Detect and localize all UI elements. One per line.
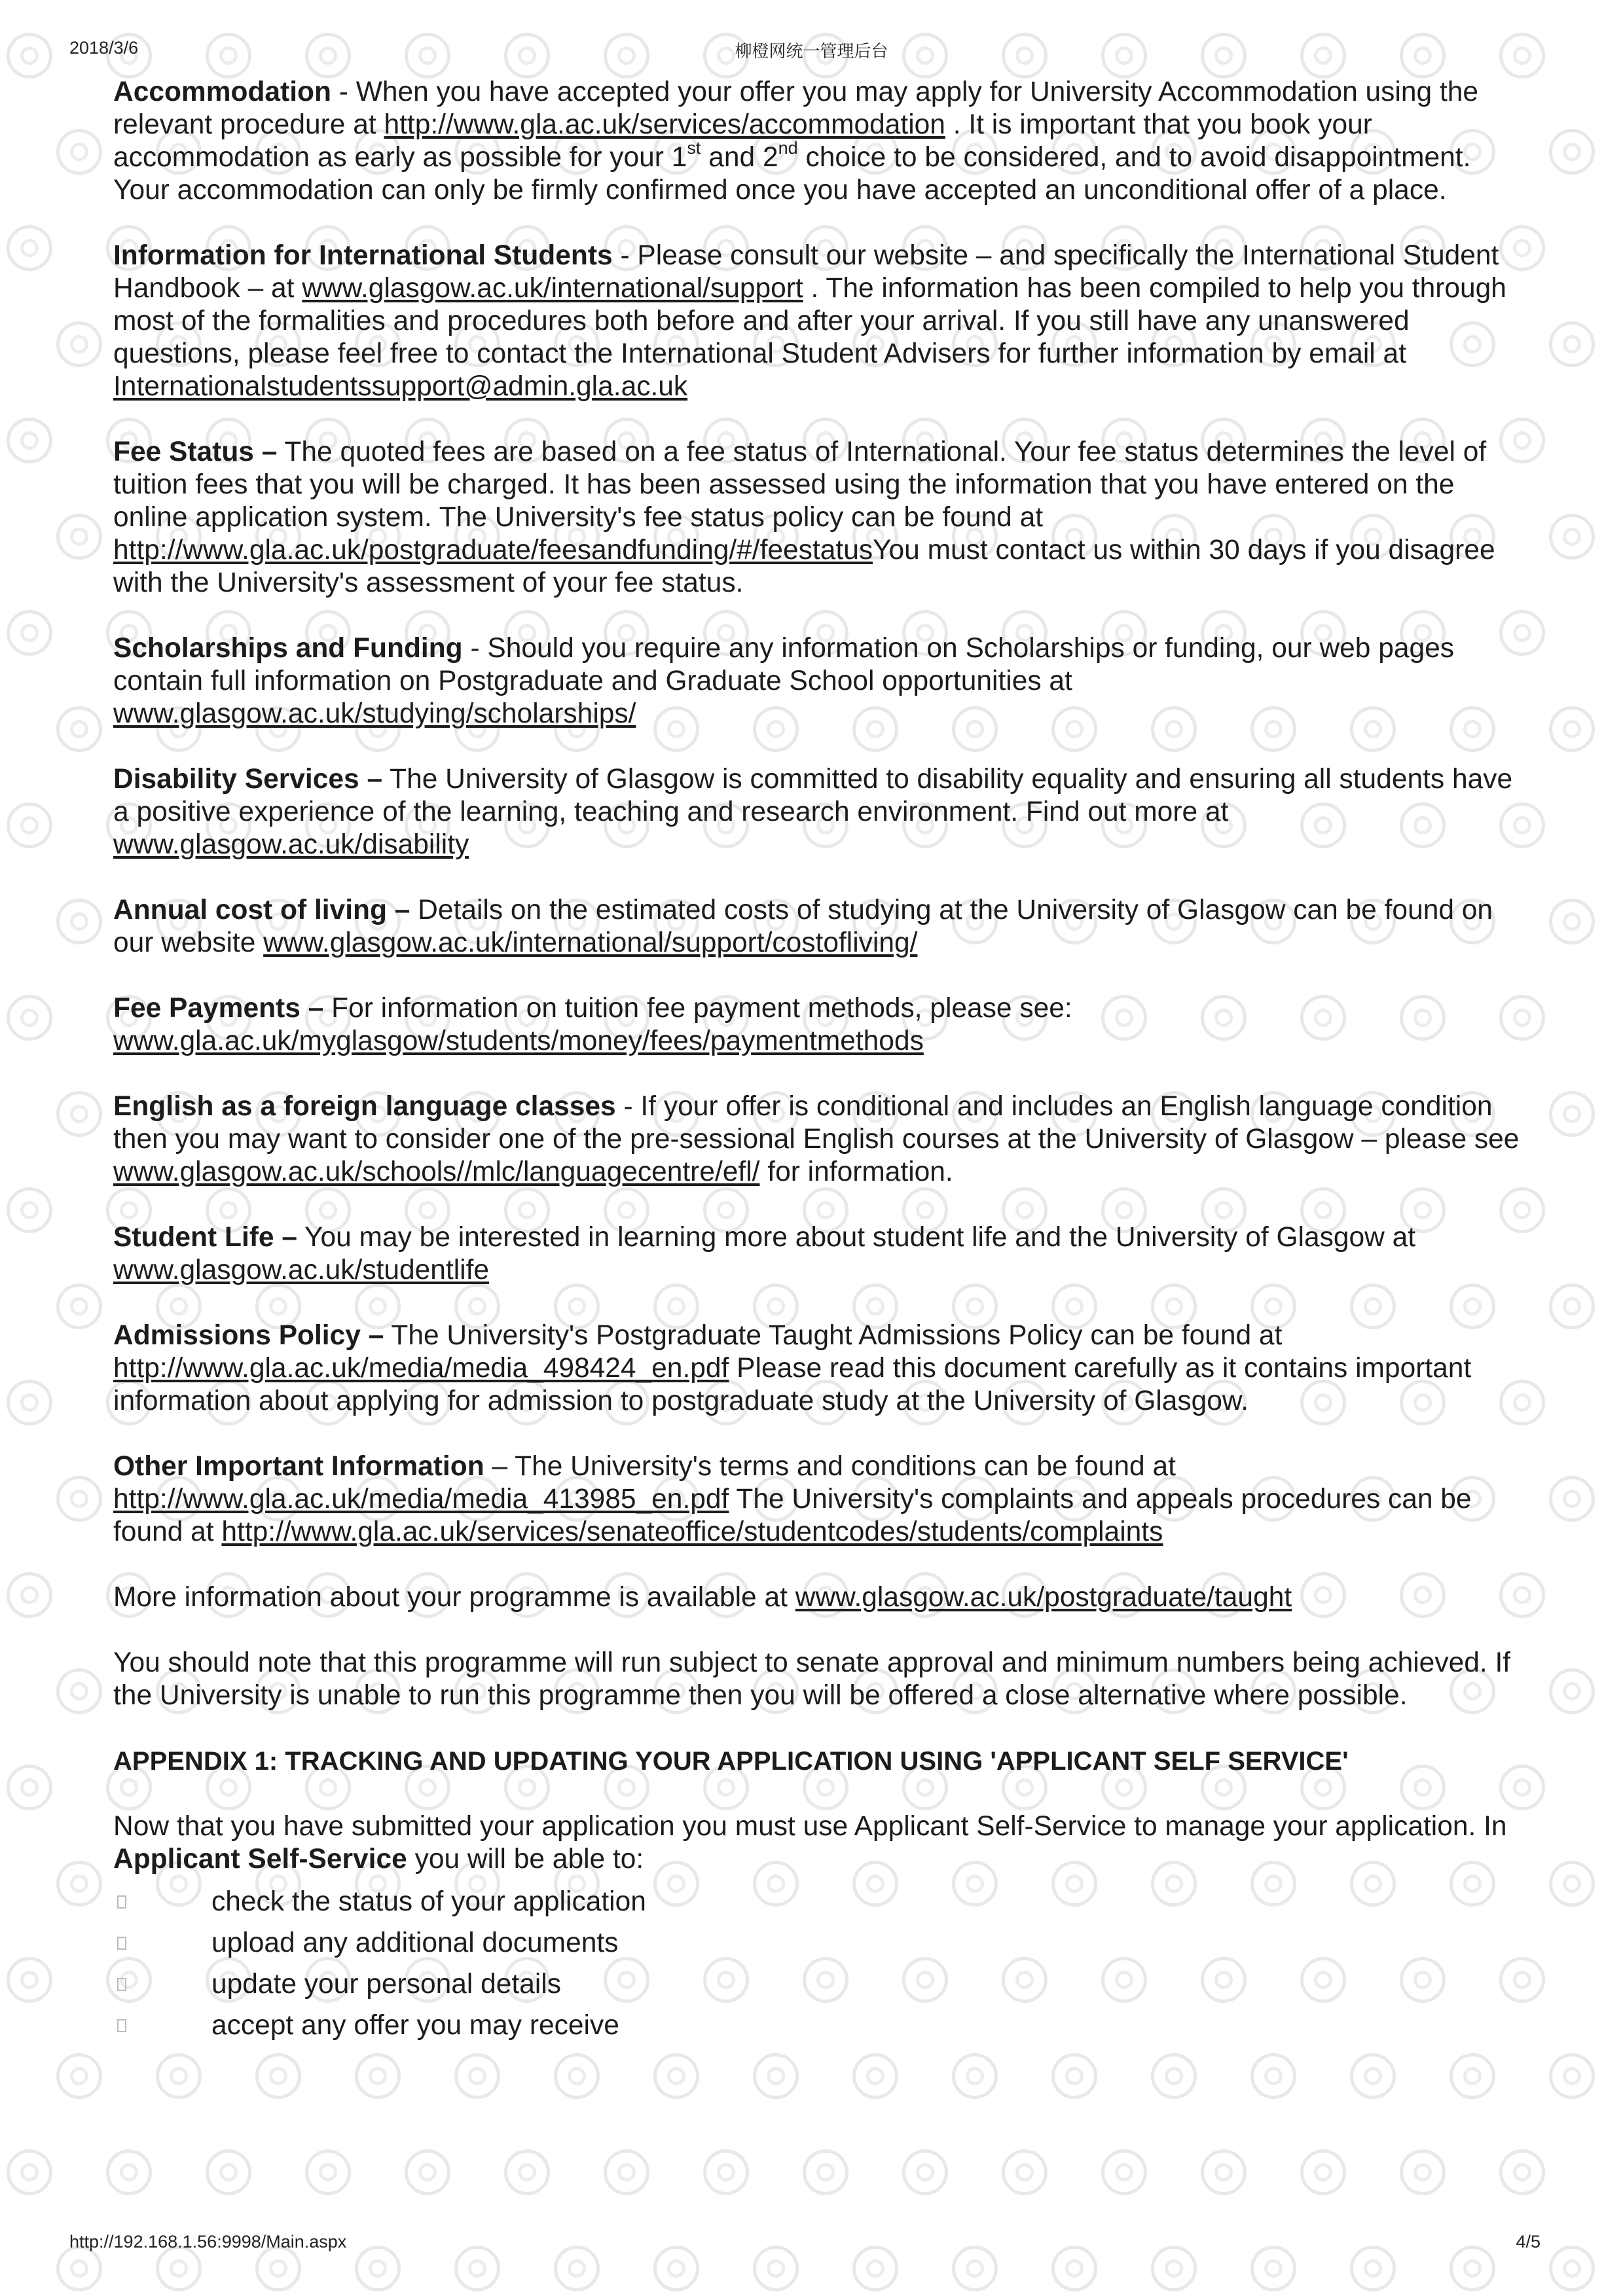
watermark-logo-icon xyxy=(56,514,102,560)
watermark-logo-icon xyxy=(1549,1861,1595,1907)
section-text: - If your offer is conditional and includes an English language condition then you may want to consider one of the pre-sessional English courses at the University of Glasgow – please see xyxy=(113,1091,1520,1155)
section-heading: Student Life – xyxy=(113,1222,297,1253)
complaints-link[interactable]: http://www.gla.ac.uk/services/senateoffice/studentcodes/students/complaints xyxy=(221,1516,1163,1547)
section-fee-status xyxy=(113,436,1521,600)
watermark-logo-icon xyxy=(7,1380,52,1426)
fee-payments-link[interactable]: www.gla.ac.uk/myglasgow/students/money/fees/paymentmethods xyxy=(113,1026,924,1056)
section-text: The University's complaints and appeals procedures can be found at xyxy=(113,1484,1472,1547)
watermark-logo-icon xyxy=(1101,2149,1147,2195)
watermark-logo-icon xyxy=(56,2246,102,2291)
watermark-logo-icon xyxy=(852,2246,898,2291)
watermark-logo-icon xyxy=(106,2149,152,2195)
section-other-information xyxy=(113,1450,1521,1549)
watermark-logo-icon xyxy=(1549,899,1595,944)
appendix-checklist xyxy=(113,1881,1521,2046)
watermark-logo-icon xyxy=(7,610,52,656)
section-heading: English as a foreign language classes xyxy=(113,1091,616,1122)
disability-link[interactable]: www.glasgow.ac.uk/disability xyxy=(113,829,469,860)
section-text: choice to be considered, and to avoid disappointment. Your accommodation can only be firmly confirmed once you have accepted an unconditional offer of a place. xyxy=(113,142,1471,206)
list-item xyxy=(113,1881,1521,1922)
watermark-logo-icon xyxy=(1350,2053,1396,2099)
section-disability xyxy=(113,763,1521,861)
print-page-title: 柳橙网统一管理后台 xyxy=(735,42,888,62)
section-text: and 2 xyxy=(701,142,778,173)
watermark-logo-icon xyxy=(1450,2053,1495,2099)
watermark-logo-icon xyxy=(405,2149,450,2195)
watermark-logo-icon xyxy=(1300,2149,1346,2195)
watermark-logo-icon xyxy=(902,2149,948,2195)
print-date: 2018/3/6 xyxy=(69,38,139,58)
watermark-logo-icon xyxy=(255,2053,301,2099)
appendix-text: you will be able to: xyxy=(407,1844,644,1874)
watermark-logo-icon xyxy=(56,1091,102,1137)
watermark-logo-icon xyxy=(1549,2246,1595,2291)
fee-status-link[interactable]: http://www.gla.ac.uk/postgraduate/feesandfunding/#/feestatus xyxy=(113,535,873,565)
terms-conditions-link[interactable]: http://www.gla.ac.uk/media/media_413985_en.pdf xyxy=(113,1484,729,1515)
section-heading: Fee Payments – xyxy=(113,993,324,1024)
watermark-logo-icon xyxy=(1002,2149,1048,2195)
section-heading: Scholarships and Funding xyxy=(113,633,463,664)
section-text: The University's Postgraduate Taught Admissions Policy can be found at xyxy=(384,1320,1283,1351)
watermark-logo-icon xyxy=(554,2246,600,2291)
section-heading: Admissions Policy – xyxy=(113,1320,384,1351)
watermark-logo-icon xyxy=(1499,2149,1545,2195)
list-item-label: update your personal details xyxy=(211,1969,561,2000)
watermark-logo-icon xyxy=(753,2246,799,2291)
watermark-logo-icon xyxy=(952,2246,998,2291)
appendix-text: Now that you have submitted your application you must use Applicant Self-Service to manage your application. In xyxy=(113,1811,1507,1842)
appendix-heading: APPENDIX 1: TRACKING AND UPDATING YOUR APPLICATION USING 'APPLICANT SELF SERVICE' xyxy=(113,1747,1349,1776)
watermark-logo-icon xyxy=(1549,1476,1595,1522)
watermark-logo-icon xyxy=(7,225,52,271)
accommodation-link[interactable]: http://www.gla.ac.uk/services/accommodation xyxy=(384,109,945,140)
language-centre-link[interactable]: www.glasgow.ac.uk/schools//mlc/languagecentre/efl/ xyxy=(113,1157,760,1187)
section-heading: Annual cost of living – xyxy=(113,895,410,925)
appendix-intro xyxy=(113,1810,1521,1876)
watermark-logo-icon xyxy=(703,2149,749,2195)
section-heading: Fee Status – xyxy=(113,437,278,467)
watermark-logo-icon xyxy=(653,2246,699,2291)
section-international-students xyxy=(113,240,1521,403)
list-item-label: accept any offer you may receive xyxy=(211,2010,619,2041)
watermark-logo-icon xyxy=(206,2149,251,2195)
watermark-logo-icon xyxy=(1549,1091,1595,1137)
watermark-logo-icon xyxy=(1250,2246,1296,2291)
watermark-logo-icon xyxy=(7,418,52,463)
watermark-logo-icon xyxy=(1250,2053,1296,2099)
list-item-label: upload any additional documents xyxy=(211,1928,619,1958)
section-text: Please read this document carefully as it contains important information about applying for admission to postgraduate study at the University of Glasgow. xyxy=(113,1353,1472,1416)
section-cost-of-living xyxy=(113,894,1521,960)
watermark-logo-icon xyxy=(156,2053,202,2099)
watermark-logo-icon xyxy=(7,1765,52,1810)
list-item xyxy=(113,1964,1521,2005)
section-text: For information on tuition fee payment methods, please see: xyxy=(323,993,1072,1024)
section-text: - Please consult our website – and specifically the International Student Handbook – at xyxy=(113,240,1499,304)
section-text: The quoted fees are based on a fee status of International. Your fee status determines the level of tuition fees that you will be charged. It has been assessed using the information that you have entered on the online application system. The University's fee status policy can be found at xyxy=(113,437,1487,533)
section-accommodation xyxy=(113,76,1521,207)
watermark-logo-icon xyxy=(803,2149,848,2195)
section-scholarships xyxy=(113,632,1521,730)
watermark-logo-icon xyxy=(56,129,102,175)
list-item-label: check the status of your application xyxy=(211,1886,646,1917)
watermark-logo-icon xyxy=(255,2246,301,2291)
superscript: st xyxy=(687,137,701,158)
watermark-logo-icon xyxy=(1051,2053,1097,2099)
section-text: You must contact us within 30 days if you disagree with the University's assessment of your fee status. xyxy=(113,535,1495,598)
watermark-logo-icon xyxy=(1450,2246,1495,2291)
international-support-link[interactable]: www.glasgow.ac.uk/international/support xyxy=(302,273,803,304)
watermark-logo-icon xyxy=(454,2053,500,2099)
section-text: – The University's terms and conditions can be found at xyxy=(484,1451,1176,1482)
watermark-logo-icon xyxy=(604,2149,649,2195)
section-text: - Should you require any information on Scholarships or funding, our web pages contain full information on Postgraduate and Graduate School opportunities at xyxy=(113,633,1455,696)
checkbox-bullet-icon xyxy=(117,1895,126,1909)
watermark-logo-icon xyxy=(1549,1668,1595,1714)
watermark-logo-icon xyxy=(56,1476,102,1522)
watermark-logo-icon xyxy=(653,2053,699,2099)
watermark-logo-icon xyxy=(1549,514,1595,560)
section-text: for information. xyxy=(759,1157,953,1187)
watermark-logo-icon xyxy=(7,802,52,848)
section-text: You should note that this programme will run subject to senate approval and minimum numbers being achieved. If the University is unable to run this programme then you will be offered a close alternative where possible. xyxy=(113,1647,1511,1711)
watermark-logo-icon xyxy=(1201,2149,1247,2195)
section-heading: Other Important Information xyxy=(113,1451,484,1482)
watermark-logo-icon xyxy=(56,1861,102,1907)
section-heading: Disability Services – xyxy=(113,764,383,795)
watermark-logo-icon xyxy=(1400,2149,1446,2195)
watermark-logo-icon xyxy=(56,706,102,752)
scholarships-link[interactable]: www.glasgow.ac.uk/studying/scholarships/ xyxy=(113,698,636,729)
section-text: . The information has been compiled to help you through most of the formalities and procedures both before and after your arrival. If you still have any unanswered questions, please feel free to contact the International Student Advisers for further information by email at xyxy=(113,273,1506,369)
watermark-logo-icon xyxy=(56,321,102,367)
section-text: . It is important that you book your accommodation as early as possible for your 1 xyxy=(113,109,1372,173)
superscript: nd xyxy=(778,137,798,158)
admissions-policy-link[interactable]: http://www.gla.ac.uk/media/media_498424_en.pdf xyxy=(113,1353,729,1384)
watermark-logo-icon xyxy=(156,2246,202,2291)
watermark-logo-icon xyxy=(1350,2246,1396,2291)
watermark-logo-icon xyxy=(56,1283,102,1329)
checkbox-bullet-icon xyxy=(117,1978,126,1991)
document-body xyxy=(113,76,1521,2046)
section-note xyxy=(113,1647,1521,1712)
checkbox-bullet-icon xyxy=(117,2019,126,2032)
watermark-logo-icon xyxy=(753,2053,799,2099)
watermark-logo-icon xyxy=(504,2149,550,2195)
watermark-logo-icon xyxy=(56,1668,102,1714)
section-heading: Accommodation xyxy=(113,77,331,107)
watermark-logo-icon xyxy=(852,2053,898,2099)
postgraduate-taught-link[interactable]: www.glasgow.ac.uk/postgraduate/taught xyxy=(795,1582,1292,1613)
page-number: 4/5 xyxy=(1516,2232,1541,2251)
appendix-bold-text: Applicant Self-Service xyxy=(113,1844,407,1874)
watermark-logo-icon xyxy=(355,2053,401,2099)
watermark-logo-icon xyxy=(355,2246,401,2291)
watermark-logo-icon xyxy=(1549,1283,1595,1329)
list-item xyxy=(113,1922,1521,1964)
cost-of-living-link[interactable]: www.glasgow.ac.uk/international/support/costofliving/ xyxy=(263,927,918,958)
watermark-logo-icon xyxy=(56,2053,102,2099)
watermark-logo-icon xyxy=(1549,321,1595,367)
section-text: The University of Glasgow is committed to disability equality and ensuring all students have a positive experience of the learning, teaching and research environment. Find out more at xyxy=(113,764,1513,827)
watermark-logo-icon xyxy=(1151,2246,1197,2291)
watermark-logo-icon xyxy=(7,995,52,1041)
watermark-logo-icon xyxy=(305,2149,351,2195)
list-item xyxy=(113,2005,1521,2046)
print-url: http://192.168.1.56:9998/Main.aspx xyxy=(69,2232,347,2251)
watermark-logo-icon xyxy=(1549,129,1595,175)
section-english-classes xyxy=(113,1090,1521,1189)
watermark-logo-icon xyxy=(1151,2053,1197,2099)
watermark-logo-icon xyxy=(952,2053,998,2099)
section-more-info xyxy=(113,1581,1521,1614)
section-text: Details on the estimated costs of studying at the University of Glasgow can be found on our website xyxy=(113,895,1493,958)
watermark-logo-icon xyxy=(7,2149,52,2195)
section-text: - When you have accepted your offer you may apply for University Accommodation using the relevant procedure at xyxy=(113,77,1478,140)
watermark-logo-icon xyxy=(454,2246,500,2291)
section-text: You may be interested in learning more about student life and the University of Glasgow at xyxy=(297,1222,1416,1253)
watermark-logo-icon xyxy=(554,2053,600,2099)
watermark-logo-icon xyxy=(56,899,102,944)
section-admissions-policy xyxy=(113,1319,1521,1418)
international-email-link[interactable]: Internationalstudentssupport@admin.gla.ac.uk xyxy=(113,371,688,402)
section-text: More information about your programme is available at xyxy=(113,1582,795,1613)
watermark-logo-icon xyxy=(1549,2053,1595,2099)
section-heading: Information for International Students xyxy=(113,240,613,271)
watermark-logo-icon xyxy=(1051,2246,1097,2291)
section-fee-payments xyxy=(113,992,1521,1058)
watermark-logo-icon xyxy=(7,1572,52,1618)
checkbox-bullet-icon xyxy=(117,1937,126,1950)
student-life-link[interactable]: www.glasgow.ac.uk/studentlife xyxy=(113,1255,490,1285)
section-student-life xyxy=(113,1221,1521,1287)
watermark-logo-icon xyxy=(7,1187,52,1233)
watermark-logo-icon xyxy=(7,1957,52,2003)
watermark-logo-icon xyxy=(1549,706,1595,752)
